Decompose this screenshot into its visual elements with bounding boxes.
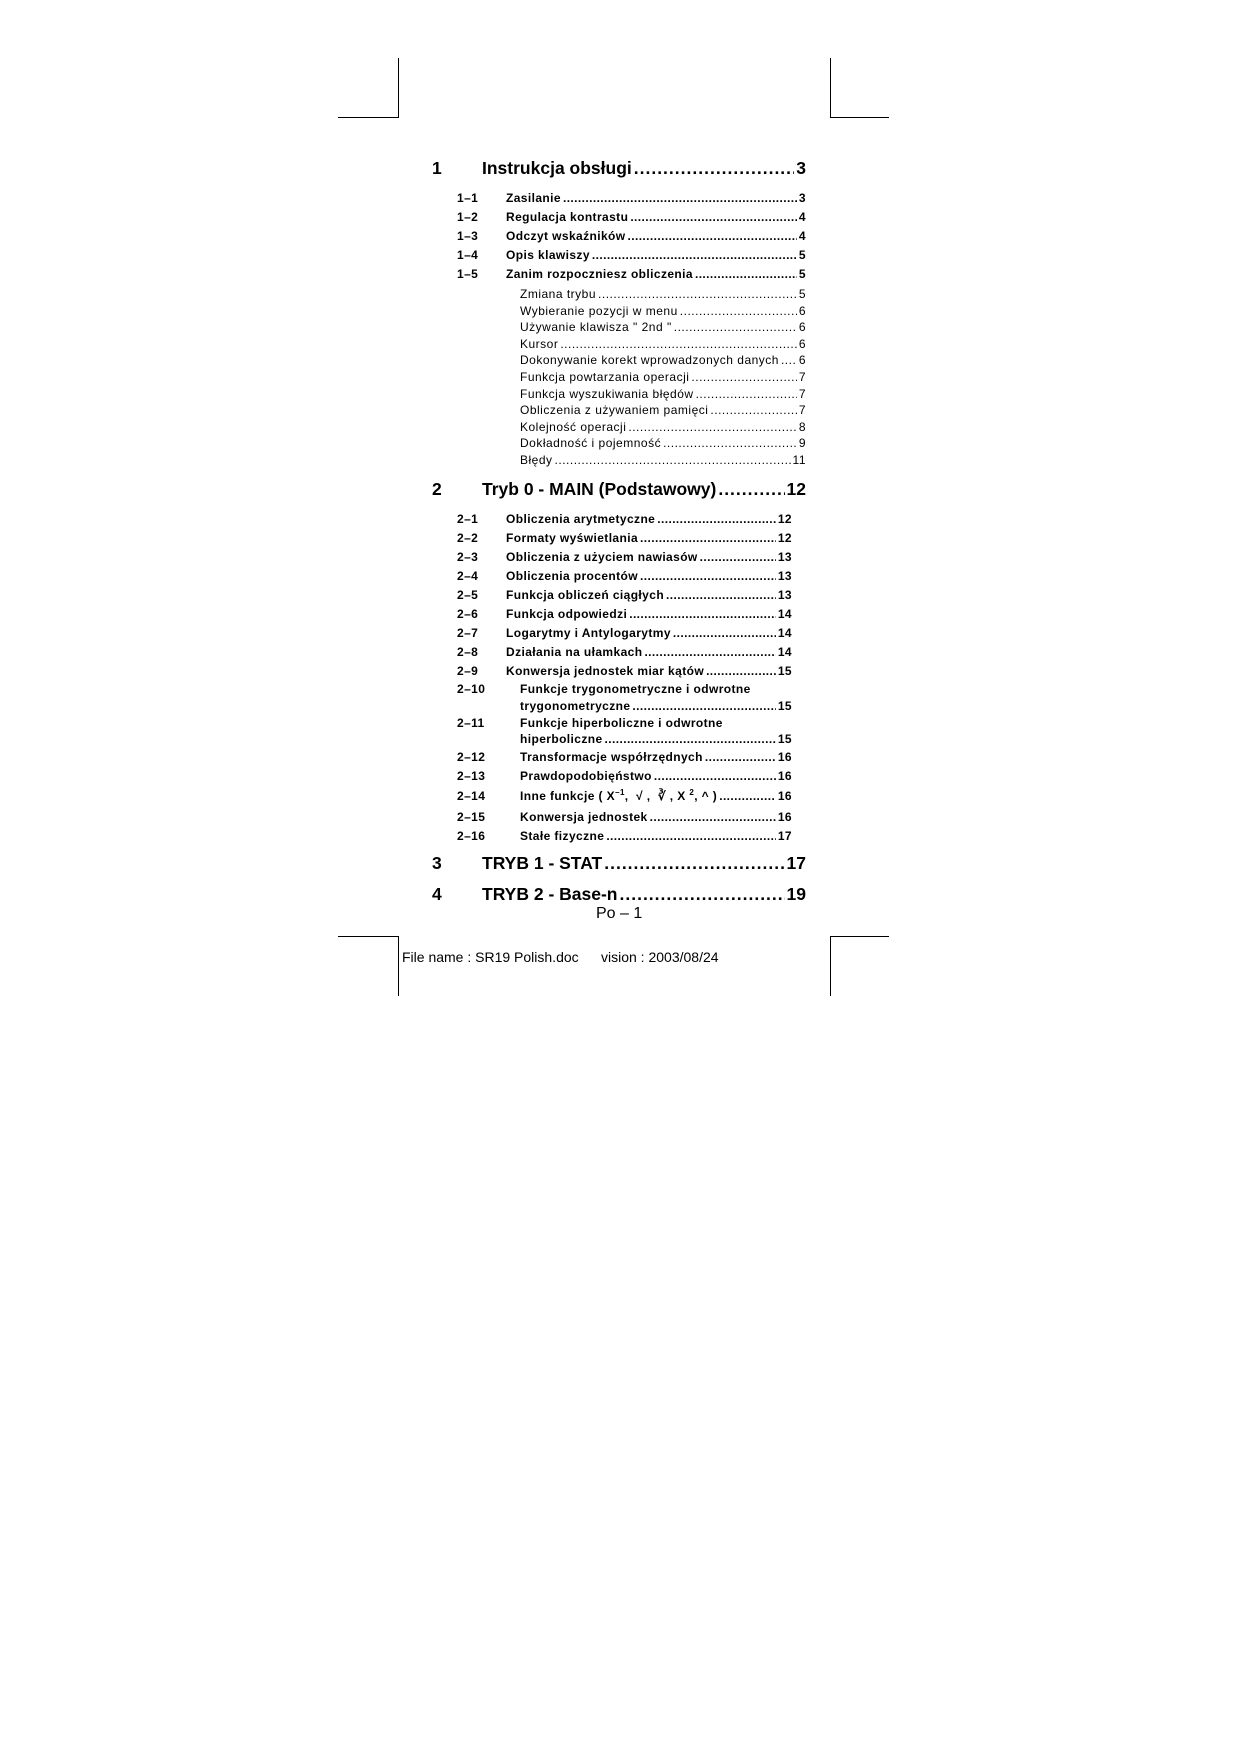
subsection-title: Funkcja wyszukiwania błędów xyxy=(520,386,694,401)
leader-dots xyxy=(650,810,776,824)
leader-dots xyxy=(696,387,797,401)
section-number: 2–15 xyxy=(457,810,486,824)
toc-section-entry[interactable] xyxy=(506,626,792,640)
crop-mark-bottom-right-v xyxy=(830,936,831,996)
crop-mark-top-left-v xyxy=(398,58,399,118)
section-number: 2–3 xyxy=(457,550,479,564)
section-number: 2–1 xyxy=(457,512,479,526)
section-number: 2–11 xyxy=(457,716,485,730)
crop-mark-bottom-left-h xyxy=(338,936,399,937)
toc-section-entry[interactable] xyxy=(520,699,792,713)
leader-dots xyxy=(719,789,776,803)
subsection-title: Dokonywanie korekt wprowadzonych danych xyxy=(520,353,779,368)
toc-subsection-entry[interactable] xyxy=(520,353,806,367)
page-number: 3 xyxy=(798,191,806,205)
section-number: 2–5 xyxy=(457,588,479,602)
leader-dots xyxy=(663,436,797,450)
section-title: Opis klawiszy xyxy=(506,248,590,262)
leader-dots xyxy=(560,337,796,351)
leader-dots xyxy=(555,453,791,467)
subsection-title: Wybieranie pozycji w menu xyxy=(520,303,678,318)
leader-dots xyxy=(666,588,776,602)
section-number: 2–2 xyxy=(457,531,479,545)
page-number: 15 xyxy=(777,732,792,746)
section-title: Formaty wyświetlania xyxy=(506,531,639,545)
leader-dots xyxy=(592,248,797,262)
leader-dots xyxy=(620,884,785,905)
subsection-title: Zmiana trybu xyxy=(520,287,597,301)
leader-dots xyxy=(705,750,776,764)
section-number: 2–12 xyxy=(457,750,486,764)
toc-section-entry[interactable] xyxy=(520,769,792,783)
toc-section-entry[interactable] xyxy=(506,248,806,262)
section-title: Konwersja jednostek xyxy=(520,810,648,824)
page-number: 17 xyxy=(786,853,806,873)
toc-subsection-entry[interactable] xyxy=(520,436,806,450)
chapter-number: 4 xyxy=(432,884,442,904)
leader-dots xyxy=(606,829,776,843)
toc-subsection-entry[interactable] xyxy=(520,387,806,401)
page-number: 9 xyxy=(798,436,806,451)
section-title: Zanim rozpoczniesz obliczenia xyxy=(506,267,693,281)
chapter-title: Tryb 0 - MAIN (Podstawowy) xyxy=(482,479,717,499)
leader-dots xyxy=(695,267,797,281)
toc-section-entry[interactable] xyxy=(506,229,806,243)
page-number: 6 xyxy=(798,303,806,318)
leader-dots xyxy=(706,664,776,678)
page-number: 17 xyxy=(777,829,792,843)
version-label: vision : 2003/08/24 xyxy=(601,949,719,965)
file-name-label: File name : SR19 Polish.doc xyxy=(402,949,579,965)
section-title: Działania na ułamkach xyxy=(506,645,643,659)
section-title: Konwersja jednostek miar kątów xyxy=(506,664,705,678)
section-title: Funkcja odpowiedzi xyxy=(506,607,628,621)
leader-dots xyxy=(654,769,776,783)
section-number: 2–14 xyxy=(457,789,486,803)
page-number: 19 xyxy=(786,884,806,904)
leader-dots xyxy=(700,550,776,564)
page-number: 12 xyxy=(777,512,792,526)
page-number: 16 xyxy=(777,750,792,764)
leader-dots xyxy=(605,732,776,746)
toc-subsection-entry[interactable] xyxy=(520,403,806,417)
chapter-title: TRYB 1 - STAT xyxy=(482,853,603,873)
toc-section-entry[interactable] xyxy=(520,732,792,746)
leader-dots xyxy=(657,512,776,526)
page-number: 4 xyxy=(798,210,806,224)
chapter-title: TRYB 2 - Base-n xyxy=(482,884,618,904)
section-title: Obliczenia z użyciem nawiasów xyxy=(506,550,698,564)
leader-dots xyxy=(640,531,776,545)
page-number: 12 xyxy=(777,531,792,545)
section-title-text: Inne funkcje ( X xyxy=(520,789,616,803)
page-number: 15 xyxy=(777,664,792,678)
section-number: 2–16 xyxy=(457,829,486,843)
leader-dots xyxy=(628,420,796,434)
leader-dots xyxy=(598,287,797,301)
section-title: Odczyt wskaźników xyxy=(506,229,626,243)
toc-section-entry[interactable] xyxy=(506,664,792,678)
chapter-number: 3 xyxy=(432,853,442,873)
page-number: 5 xyxy=(798,287,806,301)
page-number: 5 xyxy=(798,248,806,262)
leader-dots xyxy=(628,229,797,243)
toc-subsection-entry[interactable] xyxy=(520,337,806,351)
leader-dots xyxy=(673,626,776,640)
leader-dots xyxy=(680,304,797,318)
section-title-line1: Funkcje trygonometryczne i odwrotne xyxy=(520,682,751,696)
toc-chapter-entry[interactable] xyxy=(482,479,806,500)
leader-dots xyxy=(644,645,775,659)
caret-symbol: ^ xyxy=(701,789,710,803)
superscript-minus-one: –1 xyxy=(615,788,625,797)
page-number: 8 xyxy=(798,419,806,434)
page-number: 16 xyxy=(777,810,792,824)
page-number: 4 xyxy=(798,229,806,243)
page-number: 6 xyxy=(798,336,806,351)
page-number: 5 xyxy=(798,267,806,281)
toc-section-entry[interactable] xyxy=(506,531,792,545)
toc-chapter-entry[interactable] xyxy=(482,884,806,905)
leader-dots xyxy=(629,607,776,621)
page-number: 6 xyxy=(798,320,806,335)
leader-dots xyxy=(632,699,775,713)
sqrt-symbol: √ xyxy=(636,789,643,803)
leader-dots xyxy=(718,479,784,500)
superscript-two: 2 xyxy=(689,788,695,797)
page-number: 14 xyxy=(777,645,792,659)
toc-section-entry[interactable] xyxy=(506,267,806,281)
page-number: 16 xyxy=(777,769,792,783)
page-number: 3 xyxy=(796,158,806,178)
section-number: 1–1 xyxy=(457,191,479,205)
toc-subsection-entry[interactable] xyxy=(520,304,806,318)
section-number: 1–4 xyxy=(457,248,479,262)
section-number: 2–9 xyxy=(457,664,479,678)
crop-mark-top-right-v xyxy=(830,58,831,118)
page-number: 6 xyxy=(798,353,806,368)
leader-dots xyxy=(634,158,795,179)
section-number: 1–3 xyxy=(457,229,479,243)
toc-subsection-entry[interactable] xyxy=(520,320,806,334)
toc-subsection-entry[interactable] xyxy=(520,420,806,434)
leader-dots xyxy=(630,210,797,224)
page-number: 12 xyxy=(786,479,806,499)
section-title: Obliczenia arytmetyczne xyxy=(506,512,656,526)
page-number: 7 xyxy=(798,370,806,384)
toc-section-entry[interactable] xyxy=(506,512,792,526)
x-squared-base: X xyxy=(677,789,686,803)
leader-dots xyxy=(710,403,796,417)
toc-section-entry[interactable] xyxy=(506,569,792,583)
chapter-title: Instrukcja obsługi xyxy=(482,158,632,178)
section-title: Stałe fizyczne xyxy=(520,829,605,843)
section-number: 1–2 xyxy=(457,210,479,224)
crop-mark-bottom-right-h xyxy=(830,936,889,937)
toc-section-entry[interactable] xyxy=(506,645,792,659)
page-footer-label: Po – 1 xyxy=(596,905,643,922)
subsection-title: Obliczenia z używaniem pamięci xyxy=(520,403,709,418)
page-number: 7 xyxy=(798,386,806,401)
toc-section-entry[interactable] xyxy=(506,550,792,564)
subsection-title: Używanie klawisza " 2nd " xyxy=(520,320,672,335)
subsection-title: Dokładność i pojemność xyxy=(520,436,662,451)
section-number: 1–5 xyxy=(457,267,479,281)
toc-chapter-entry[interactable] xyxy=(482,853,806,874)
toc-section-entry[interactable] xyxy=(506,588,792,602)
page-number: 13 xyxy=(777,569,792,583)
section-number: 2–7 xyxy=(457,626,479,640)
section-title: Funkcja obliczeń ciągłych xyxy=(506,588,665,602)
crop-mark-top-left-h xyxy=(338,117,399,118)
section-title-line1: Funkcje hiperboliczne i odwrotne xyxy=(520,716,723,730)
page-number: 15 xyxy=(777,699,792,713)
page-number: 16 xyxy=(777,789,792,803)
toc-chapter-entry[interactable] xyxy=(482,158,806,179)
crop-mark-bottom-left-v xyxy=(398,936,399,996)
toc-section-entry[interactable] xyxy=(506,607,792,621)
subsection-title: Kolejność operacji xyxy=(520,419,627,434)
page-number: 14 xyxy=(777,626,792,640)
section-title: Logarytmy i Antylogarytmy xyxy=(506,626,671,640)
section-title: Zasilanie xyxy=(506,191,561,205)
section-number: 2–10 xyxy=(457,682,486,696)
leader-dots xyxy=(674,320,797,334)
crop-mark-top-right-h xyxy=(830,117,889,118)
toc-section-entry[interactable] xyxy=(506,210,806,224)
toc-section-entry[interactable] xyxy=(520,789,792,803)
section-title: Inne funkcje ( $X^{-1}$, √ , ∛ , X $^2$, ^ ) xyxy=(520,788,718,803)
section-title: hiperboliczne xyxy=(520,732,603,746)
toc-subsection-entry[interactable] xyxy=(520,453,806,467)
section-title: Transformacje współrzędnych xyxy=(520,750,703,764)
page-number: 13 xyxy=(777,588,792,602)
subsection-title: Funkcja powtarzania operacji xyxy=(520,370,690,384)
page-number: 11 xyxy=(792,453,806,467)
toc-subsection-entry[interactable] xyxy=(520,287,806,301)
section-number: 2–6 xyxy=(457,607,479,621)
section-number: 2–4 xyxy=(457,569,479,583)
toc-subsection-entry[interactable] xyxy=(520,370,806,384)
section-title: trygonometryczne xyxy=(520,699,631,713)
page-number: 7 xyxy=(798,403,806,418)
leader-dots xyxy=(781,353,797,367)
page-number: 14 xyxy=(777,607,792,621)
leader-dots xyxy=(604,853,784,874)
leader-dots xyxy=(640,569,776,583)
cube-root-symbol: ∛ xyxy=(657,789,666,803)
subsection-title: Kursor xyxy=(520,336,559,351)
page-number: 13 xyxy=(777,550,792,564)
section-number: 2–13 xyxy=(457,769,486,783)
toc-section-entry[interactable] xyxy=(506,191,806,205)
toc-section-entry[interactable] xyxy=(520,829,792,843)
section-title: Prawdopodobięństwo xyxy=(520,769,652,783)
leader-dots xyxy=(691,370,796,384)
chapter-number: 2 xyxy=(432,479,442,499)
subsection-title: Błędy xyxy=(520,453,553,467)
chapter-number: 1 xyxy=(432,158,442,178)
section-title: Regulacja kontrastu xyxy=(506,210,629,224)
leader-dots xyxy=(563,191,797,205)
toc-section-entry[interactable] xyxy=(520,810,792,824)
toc-section-entry[interactable] xyxy=(520,750,792,764)
section-title: Obliczenia procentów xyxy=(506,569,639,583)
section-number: 2–8 xyxy=(457,645,479,659)
